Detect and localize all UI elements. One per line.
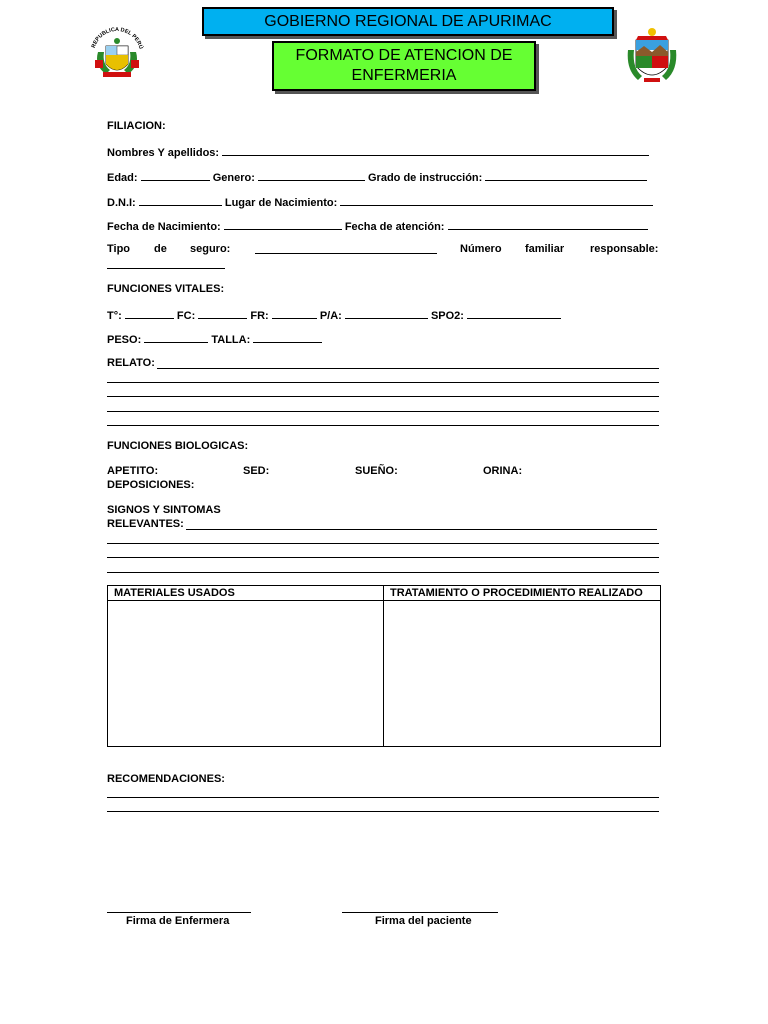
apetito-label: APETITO: (107, 465, 159, 477)
biologicas-heading: FUNCIONES BIOLOGICAS: (107, 440, 249, 452)
signos-line[interactable] (186, 529, 657, 530)
form-title-line2: ENFERMERIA (351, 67, 457, 84)
tratamiento-header: TRATAMIENTO O PROCEDIMIENTO REALIZADO (384, 586, 661, 601)
nombres-field[interactable] (222, 145, 649, 156)
fr-field[interactable] (272, 308, 317, 319)
talla-field[interactable] (253, 332, 322, 343)
materiales-tratamiento-table (107, 585, 661, 747)
signos-line[interactable] (107, 557, 659, 558)
relato-line[interactable] (107, 425, 659, 426)
apurimac-coat-of-arms-icon (624, 26, 680, 86)
filiacion-heading: FILIACION: (107, 120, 166, 132)
temperatura-field[interactable] (125, 308, 174, 319)
spo2-label: SPO2: (430, 310, 464, 322)
fr-label: FR: (250, 310, 269, 322)
peso-row (107, 332, 322, 347)
relato-line[interactable] (107, 396, 659, 397)
seguro-field[interactable] (255, 243, 437, 254)
responsable-label: responsable: (590, 243, 659, 255)
peru-coat-of-arms-icon (86, 22, 148, 84)
numero-label: Número (460, 243, 502, 255)
signos-line[interactable] (107, 543, 659, 544)
peso-label: PESO: (107, 334, 142, 346)
recomendaciones-label: RECOMENDACIONES: (107, 773, 225, 785)
lugar-field[interactable] (340, 195, 653, 206)
edad-label: Edad: (107, 172, 138, 184)
edad-row (107, 170, 647, 185)
materiales-header: MATERIALES USADOS (108, 586, 384, 601)
government-title: GOBIERNO REGIONAL DE APURIMAC (264, 12, 552, 30)
relato-label: RELATO: (107, 357, 155, 369)
temperatura-label: T°: (107, 310, 122, 322)
deposiciones-label: DEPOSICIONES: (107, 479, 195, 491)
dni-row (107, 195, 653, 210)
government-title-banner (202, 7, 614, 36)
fechas-row (107, 219, 648, 234)
form-title-line1: FORMATO DE ATENCION DE (295, 47, 513, 64)
svg-text:REPUBLICA DEL PERÚ: REPUBLICA DEL PERÚ (90, 26, 144, 50)
spo2-field[interactable] (467, 308, 561, 319)
nombres-row (107, 145, 649, 160)
dni-field[interactable] (139, 195, 222, 206)
vitales-heading: FUNCIONES VITALES: (107, 283, 225, 295)
pa-label: P/A: (319, 310, 342, 322)
fc-label: FC: (176, 310, 196, 322)
orina-label: ORINA: (483, 465, 523, 477)
materiales-cell[interactable] (108, 601, 384, 747)
talla-label: TALLA: (211, 334, 251, 346)
responsable-field[interactable] (107, 258, 225, 269)
nombres-label: Nombres Y apellidos: (107, 147, 220, 159)
relato-line[interactable] (107, 411, 659, 412)
fecha-nacimiento-field[interactable] (224, 219, 342, 230)
fecha-atencion-field[interactable] (448, 219, 648, 230)
lugar-label: Lugar de Nacimiento: (224, 197, 338, 209)
familiar-label: familiar (525, 243, 565, 255)
tipo-label: Tipo (107, 243, 131, 255)
firma-paciente-line[interactable] (342, 912, 498, 913)
grado-field[interactable] (485, 170, 647, 181)
peso-field[interactable] (144, 332, 208, 343)
fecha-atencion-label: Fecha de atención: (344, 221, 445, 233)
tratamiento-cell[interactable] (384, 601, 661, 747)
seguro-label: seguro: (190, 243, 231, 255)
fc-field[interactable] (198, 308, 247, 319)
sed-label: SED: (243, 465, 270, 477)
edad-field[interactable] (141, 170, 210, 181)
vitales-row (107, 308, 561, 323)
signos-label-line2: RELEVANTES: (107, 518, 184, 530)
sueno-label: SUEÑO: (355, 465, 398, 477)
recomendaciones-line[interactable] (107, 797, 659, 798)
pa-field[interactable] (345, 308, 428, 319)
signos-label-line1: SIGNOS Y SINTOMAS (107, 504, 221, 516)
recomendaciones-line[interactable] (107, 811, 659, 812)
signos-line[interactable] (107, 572, 659, 573)
genero-label: Genero: (212, 172, 255, 184)
fecha-nacimiento-label: Fecha de Nacimiento: (107, 221, 221, 233)
grado-label: Grado de instrucción: (368, 172, 483, 184)
relato-line[interactable] (107, 382, 659, 383)
dni-label: D.N.I: (107, 197, 136, 209)
firma-enfermera-line[interactable] (107, 912, 251, 913)
firma-enfermera-label: Firma de Enfermera (126, 915, 230, 927)
genero-field[interactable] (258, 170, 365, 181)
relato-line[interactable] (157, 368, 659, 369)
de-label: de (154, 243, 167, 255)
firma-paciente-label: Firma del paciente (375, 915, 472, 927)
form-title-banner (272, 41, 536, 91)
